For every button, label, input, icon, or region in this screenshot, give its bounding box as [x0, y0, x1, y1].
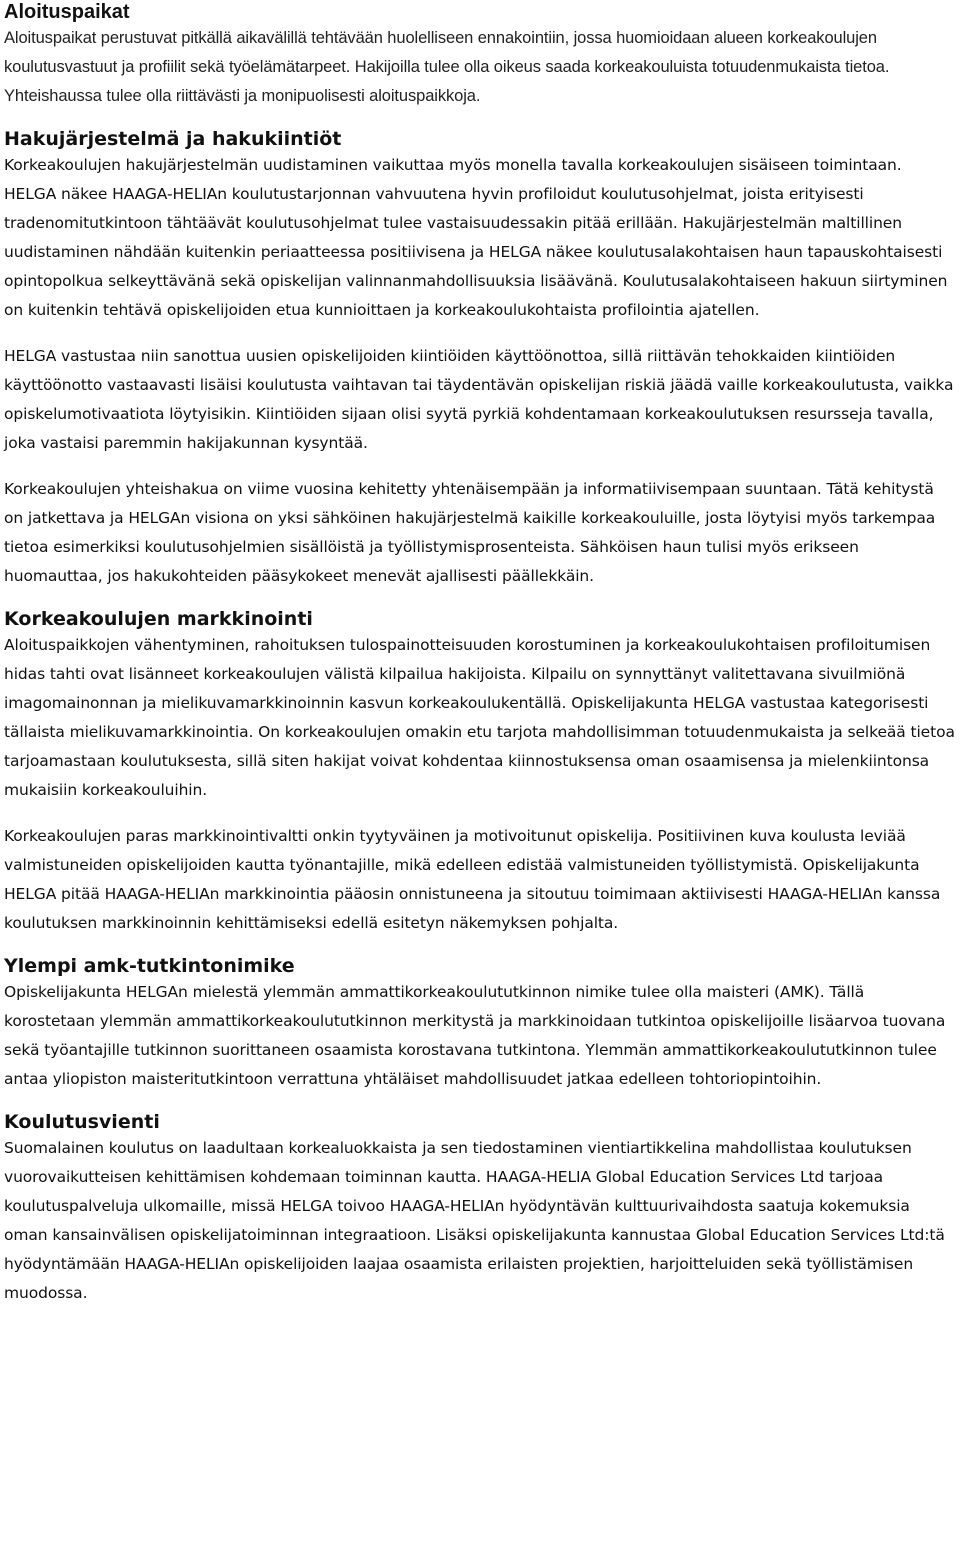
- section-aloituspaikat: [4, 0, 956, 111]
- section-heading: Aloituspaikat: [4, 1, 130, 23]
- section-heading: Ylempi amk-tutkintonimike: [4, 955, 295, 977]
- section-paragraph: HELGA vastustaa niin sanottua uusien opiskelijoiden kiintiöiden käyttöönottoa, sillä riittävän tehokkaiden kiintiöiden käyttöönotto vastaavasti lisäisi koulutusta vaihtavan tai täydentävän opiskelijan riskiä jäädä vaille korkeakoulutusta, vaikka opiskelumotivaatiota löytyisikin. Kiintiöiden sijaan olisi syytä pyrkiä kohdentamaan korkeakoulutuksen resursseja tavalla, joka vastaisi paremmin hakijakunnan kysyntää.: [4, 347, 954, 452]
- section-heading: Korkeakoulujen markkinointi: [4, 608, 313, 630]
- section-paragraph: Korkeakoulujen hakujärjestelmän uudistaminen vaikuttaa myös monella tavalla korkeakoulujen sisäiseen toimintaan. HELGA näkee HAAGA-HELIAn koulutustarjonnan vahvuutena hyvin profiloidut koulutusohjelmat, joista erityisesti tradenomitutkintoon tähtäävät koulutusohjelmat tulee vastaisuudessakin pitää erillään. Hakujärjestelmän maltillinen uudistaminen nähdään kuitenkin periaatteessa positiivisena ja HELGA näkee koulutusalakohtaisen haun tapauskohtaisesti opintopolkua selkeyttävänä sekä opiskelijan valinnanmahdollisuuksia lisäävänä. Koulutusalakohtaiseen hakuun siirtyminen on kuitenkin tehtävä opiskelijoiden etua kunnioittaen ja korkeakoulukohtaista profilointia ajatellen.: [4, 156, 948, 319]
- section-heading: Hakujärjestelmä ja hakukiintiöt: [4, 128, 342, 150]
- section-paragraph: Suomalainen koulutus on laadultaan korkealuokkaista ja sen tiedostaminen vientiartikkelina mahdollistaa koulutuksen vuorovaikutteisen kehittämisen kohdemaan toiminnan kautta. HAAGA-HELIA Global Education Services Ltd tarjoaa koulutuspalveluja ulkomaille, missä HELGA toivoo HAAGA-HELIAn hyödyntävän kulttuurivaihdosta saatuja kokemuksia oman kansainvälisen opiskelijatoiminnan integraatioon. Lisäksi opiskelijakunta kannustaa Global Education Services Ltd:tä hyödyntämään HAAGA-HELIAn opiskelijoiden laajaa osaamista erilaisten projektien, harjoitteluiden sekä työllistämisen muodossa.: [4, 1139, 945, 1302]
- section-hakujarjestelma: [4, 127, 956, 591]
- section-tutkintonimike: [4, 954, 956, 1094]
- section-heading: Koulutusvienti: [4, 1111, 160, 1133]
- section-paragraph: Opiskelijakunta HELGAn mielestä ylemmän ammattikorkeakoulututkinnon nimike tulee olla maisteri (AMK). Tällä korostetaan ylemmän ammattikorkeakoulututkinnon merkitystä ja markkinoidaan tutkintoa opiskelijoille lisäarvoa tuovana sekä työantajille tutkinnon suorittaneen osaamista korostavana tutkintona. Ylemmän ammattikorkeakoulututkinnon tulee antaa yliopiston maisteritutkintoon verrattuna yhtäläiset mahdollisuudet jatkaa edelleen tohtoriopintoihin.: [4, 983, 946, 1088]
- section-paragraph: Korkeakoulujen yhteishakua on viime vuosina kehitetty yhtenäisempään ja informatiivisempaan suuntaan. Tätä kehitystä on jatkettava ja HELGAn visiona on yksi sähköinen hakujärjestelmä kaikille korkeakouluille, josta löytyisi myös tarkempaa tietoa esimerkiksi koulutusohjelmien sisällöistä ja työllistymisprosenteista. Sähköisen haun tulisi myös erikseen huomauttaa, jos hakukohteiden pääsykokeet menevät ajallisesti päällekkäin.: [4, 480, 936, 585]
- section-paragraph: Aloituspaikkojen vähentyminen, rahoituksen tulospainotteisuuden korostuminen ja korkeakoulukohtaisen profiloitumisen hidas tahti ovat lisänneet korkeakoulujen välistä kilpailua hakijoista. Kilpailu on synnyttänyt valitettavana sivuilmiönä imagomainonnan ja mielikuvamarkkinoinnin kasvun korkeakoulukentällä. Opiskelijakunta HELGA vastustaa kategorisesti tällaista mielikuvamarkkinointia. On korkeakoulujen omakin etu tarjota mahdollisimman totuudenmukaista ja selkeää tietoa tarjoamastaan koulutuksesta, sillä siten hakijat voivat kohdentaa kiinnostuksensa oman osaamisensa ja mielenkiintonsa mukaisiin korkeakouluihin.: [4, 636, 955, 799]
- section-koulutusvienti: [4, 1110, 956, 1308]
- section-markkinointi: [4, 607, 956, 938]
- section-paragraph: Korkeakoulujen paras markkinointivaltti onkin tyytyväinen ja motivoitunut opiskelija. Positiivinen kuva koulusta leviää valmistuneiden opiskelijoiden kautta työnantajille, mikä edelleen edistää valmistuneiden työllistymistä. Opiskelijakunta HELGA pitää HAAGA-HELIAn markkinointia pääosin onnistuneena ja sitoutuu toimimaan aktiivisesti HAAGA-HELIAn kanssa koulutuksen markkinoinnin kehittämiseksi edellä esitetyn näkemyksen pohjalta.: [4, 827, 941, 932]
- section-paragraph: Aloituspaikat perustuvat pitkällä aikavälillä tehtävään huolelliseen ennakointiin, jossa huomioidaan alueen korkeakoulujen koulutusvastuut ja profiilit sekä työelämätarpeet. Hakijoilla tulee olla oikeus saada korkeakouluista totuudenmukaista tietoa. Yhteishaussa tulee olla riittävästi ja monipuolisesti aloituspaikkoja.: [4, 29, 890, 105]
